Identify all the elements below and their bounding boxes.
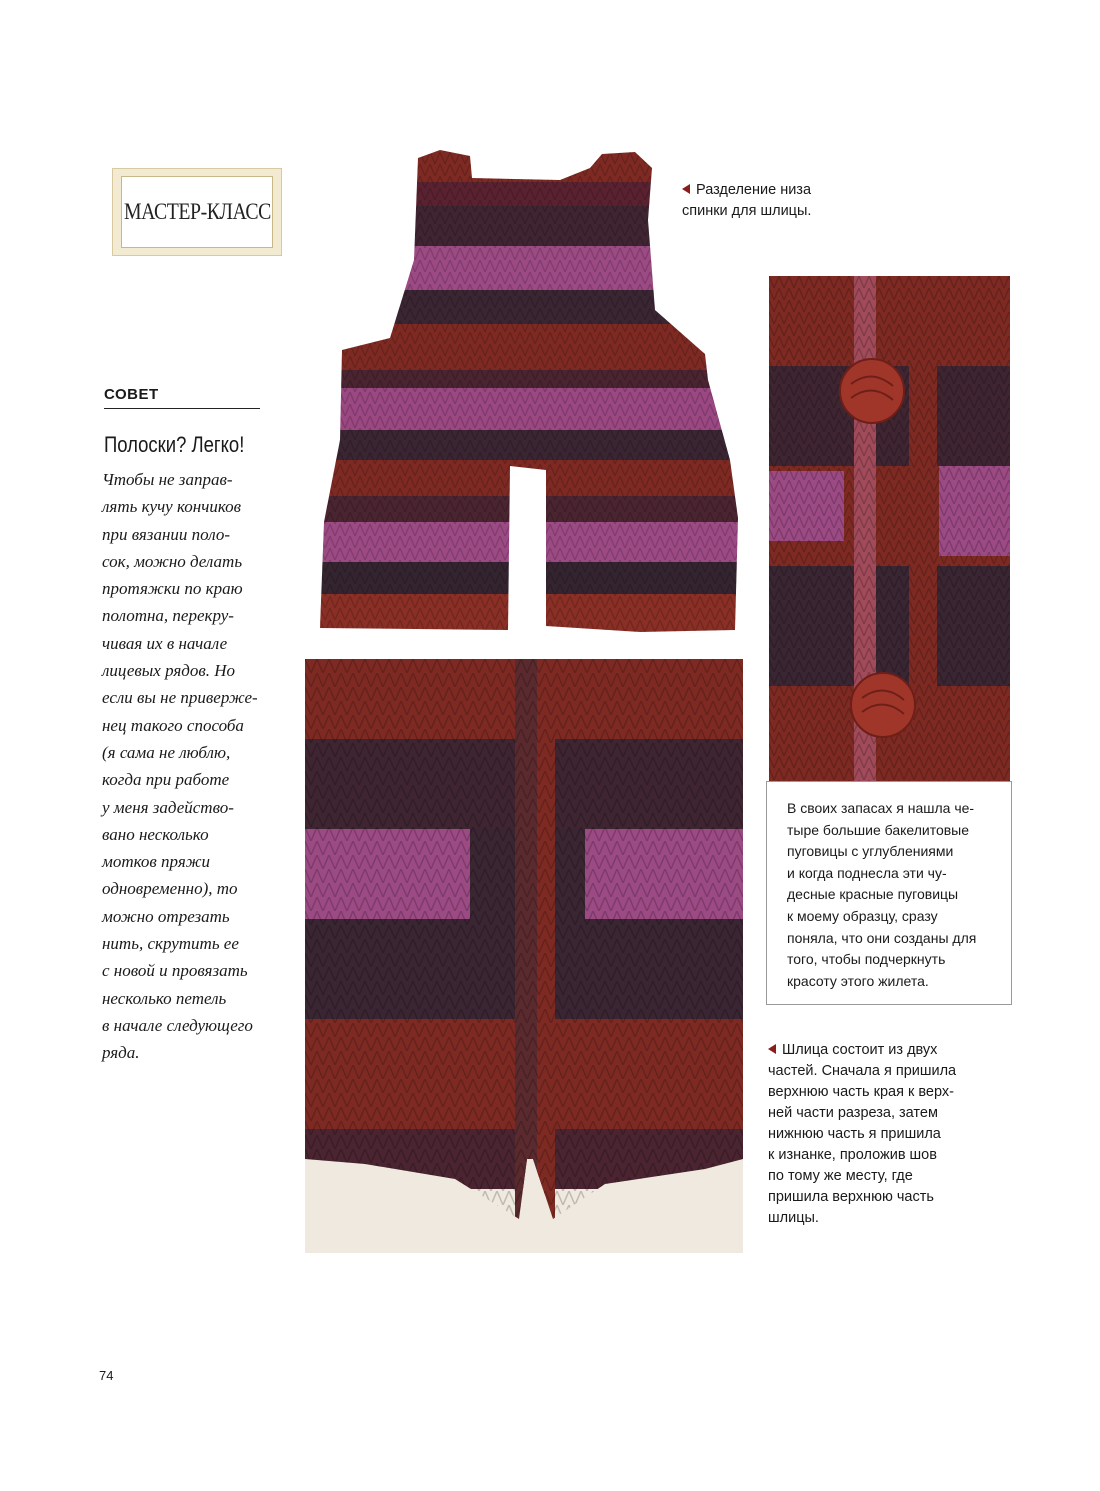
tip-heading: СОВЕТ	[104, 386, 159, 403]
note-line: В своих запасах я нашла че-	[787, 800, 975, 816]
section-badge	[112, 168, 282, 256]
tip-line: с новой и провязать	[102, 961, 248, 981]
tip-line: при вязании поло-	[102, 524, 230, 544]
buttons-note-box	[766, 781, 1012, 1005]
note-line: пуговицы с углублениями	[787, 843, 954, 860]
caption-line: нижнюю часть я пришила	[768, 1126, 941, 1142]
tip-line: лицевых рядов. Но	[102, 661, 236, 681]
note-line: десные красные пуговицы	[787, 886, 959, 903]
buttons-note-text	[787, 798, 976, 992]
section-badge-frame	[121, 176, 273, 248]
note-line: тыре большие бакелитовые	[787, 821, 970, 838]
page-number: 74	[99, 1368, 114, 1383]
buttons-detail-photo	[769, 276, 1010, 781]
caption-line: к изнанке, проложив шов	[768, 1147, 937, 1163]
tip-line: полотна, перекру-	[102, 606, 234, 626]
tip-line: можно отрезать	[102, 906, 230, 926]
button-icon	[840, 359, 904, 423]
caption-line: ней части разреза, затем	[768, 1105, 938, 1121]
caption-arrow-icon	[768, 1044, 776, 1054]
note-line: красоту этого жилета.	[787, 972, 929, 989]
note-line: поняла, что они созданы для	[787, 929, 977, 946]
caption-line: шлицы.	[768, 1210, 819, 1226]
note-line: того, чтобы подчеркнуть	[787, 951, 946, 968]
caption-line	[682, 180, 811, 201]
caption-line: спинки для шлицы.	[682, 203, 812, 219]
tip-divider	[104, 408, 260, 409]
caption-line: по тому же месту, где	[768, 1168, 913, 1184]
tip-line: нец такого способа	[102, 715, 244, 735]
tip-line: чивая их в начале	[102, 633, 228, 653]
tip-line: мотков пряжи	[102, 852, 211, 872]
caption-text: Шлица состоит из двух	[782, 1042, 938, 1058]
tip-line: несколько петель	[102, 988, 227, 1008]
tip-line: одновременно), то	[102, 879, 238, 899]
tip-line: Чтобы не заправ-	[102, 470, 233, 489]
section-badge-label: МАСТЕР-КЛАСС	[123, 199, 271, 224]
caption-line: пришила верхнюю часть	[768, 1189, 934, 1205]
caption-split-construction	[768, 1040, 956, 1229]
tip-line: в начале следующего	[102, 1015, 253, 1035]
button-icon	[851, 673, 915, 737]
tip-line: если вы не приверже-	[102, 688, 258, 708]
tip-line: (я сама не люблю,	[102, 742, 231, 762]
tip-line: сок, можно делать	[102, 551, 243, 571]
caption-line	[768, 1040, 956, 1061]
split-closeup-photo	[305, 659, 743, 1253]
tip-body	[102, 466, 292, 1067]
caption-line: верхнюю часть края к верх-	[768, 1084, 954, 1100]
caption-arrow-icon	[682, 184, 690, 194]
note-line: к моему образцу, сразу	[787, 907, 938, 924]
tip-line: вано несколько	[102, 824, 209, 844]
caption-text: Разделение низа	[696, 182, 812, 198]
tip-line: нить, скрутить ее	[102, 934, 239, 954]
tip-line: лять кучу кончиков	[102, 497, 242, 517]
note-line: и когда поднесла эти чу-	[787, 864, 947, 881]
tip-title: Полоски? Легко!	[104, 432, 245, 457]
tip-line: у меня задейство-	[102, 797, 234, 817]
tip-line: когда при работе	[102, 770, 230, 790]
tip-line: ряда.	[102, 1043, 140, 1063]
caption-split	[682, 180, 811, 222]
tip-line: протяжки по краю	[102, 579, 243, 599]
caption-line: частей. Сначала я пришила	[768, 1063, 957, 1079]
